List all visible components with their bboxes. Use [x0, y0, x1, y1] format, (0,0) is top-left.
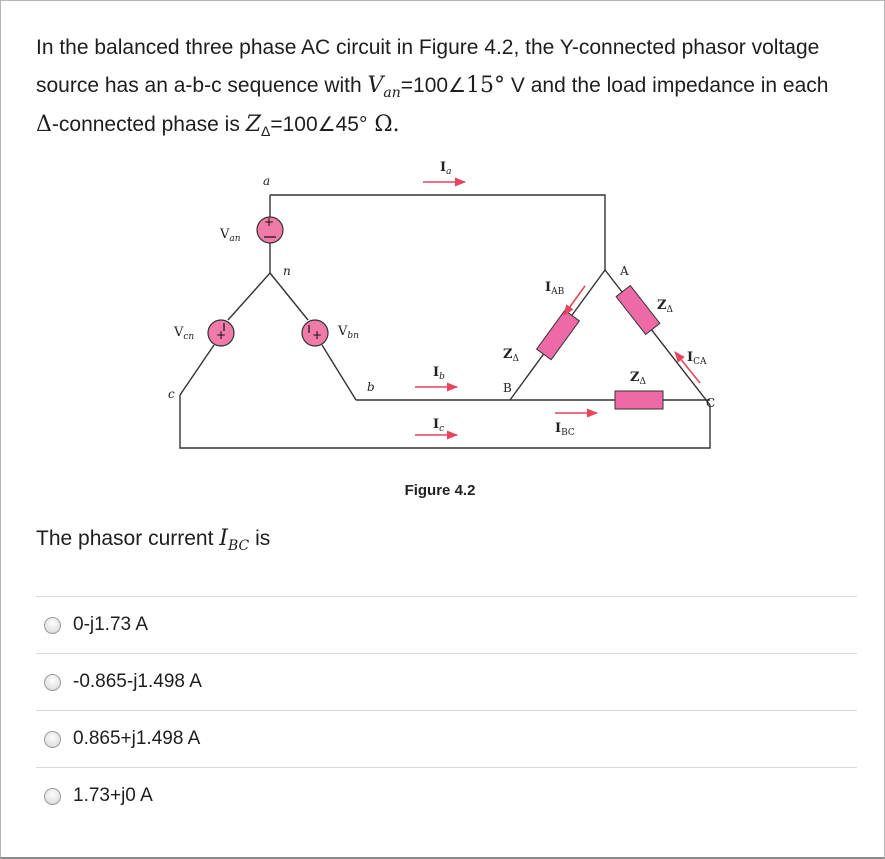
circuit-diagram: [160, 155, 730, 500]
load-z-ca: [616, 286, 660, 335]
circuit-figure: [160, 155, 730, 500]
answer-options: [36, 596, 857, 824]
label-van: $V_{an}$: [220, 227, 241, 244]
answer-option-1[interactable]: [36, 596, 857, 653]
label-node-A: A: [620, 264, 629, 278]
label-node-B: B: [503, 381, 512, 395]
van-angle: 15°: [466, 72, 506, 98]
ibc-subscript: BC: [227, 538, 250, 554]
label-node-b: b: [367, 380, 375, 394]
label-ia: $I_a$: [440, 160, 452, 177]
radio-button[interactable]: [44, 731, 61, 748]
angle-symbol-2: ∠: [317, 112, 336, 136]
label-node-c: c: [168, 387, 175, 401]
label-node-C: C: [706, 396, 716, 410]
question-text: [36, 30, 856, 145]
z-angle: 45°: [335, 113, 368, 136]
load-z-bc: [615, 391, 663, 409]
label-z-ab: $Z_\Delta$: [503, 347, 519, 364]
label-node-a: a: [263, 174, 271, 188]
label-ic: $I_c$: [433, 417, 445, 434]
question-part-2: -connected phase is: [51, 113, 246, 136]
ibc-symbol: I: [219, 526, 228, 551]
answer-option-2[interactable]: [36, 653, 857, 710]
label-z-bc: $Z_\Delta$: [630, 370, 646, 387]
answer-option-4[interactable]: [36, 767, 857, 824]
label-node-n: n: [283, 264, 291, 278]
svg-text:+: +: [312, 328, 323, 342]
radio-button[interactable]: [44, 788, 61, 805]
source-van: [257, 215, 283, 243]
label-vcn: $V_{cn}$: [174, 325, 195, 342]
answer-option-label: -0.865-j1.498 A: [73, 671, 202, 692]
load-z-ab: [537, 310, 580, 359]
answer-option-label: 0.865+j1.498 A: [73, 728, 201, 749]
answer-option-label: 0-j1.73 A: [73, 614, 148, 635]
z-symbol: Z: [245, 112, 261, 137]
label-ib: $I_b$: [433, 365, 445, 382]
svg-text:+: +: [216, 328, 227, 342]
label-ica: $I_{CA}$: [687, 350, 707, 367]
figure-caption: Figure 4.2: [404, 482, 476, 499]
prompt-part-2: is: [249, 527, 271, 550]
label-ibc: $I_{BC}$: [555, 421, 575, 438]
z-value: =100: [270, 113, 318, 136]
angle-symbol: ∠: [448, 72, 467, 97]
question-part-1: In the balanced three phase AC circuit in Figure 4.2, the Y-connected phasor voltage source has an a-b-c sequence with: [36, 36, 820, 97]
prompt-part-1: The phasor current: [36, 527, 220, 550]
van-unit: V and the load impedance in each: [505, 73, 829, 97]
answer-option-label: 1.73+j0 A: [73, 785, 153, 806]
source-vcn: [208, 320, 234, 346]
z-unit: Ω.: [367, 112, 400, 137]
delta-symbol: Δ: [36, 112, 52, 137]
prompt-text: [36, 526, 271, 554]
svg-text:+: +: [264, 215, 275, 229]
van-subscript: an: [383, 84, 401, 101]
van-symbol: V: [367, 72, 384, 98]
label-iab: $I_{AB}$: [545, 280, 565, 297]
radio-button[interactable]: [44, 617, 61, 634]
z-subscript: Δ: [260, 123, 271, 139]
van-value: =100: [400, 73, 449, 97]
source-vbn: [302, 320, 328, 346]
label-z-ca: $Z_\Delta$: [657, 298, 673, 315]
answer-option-3[interactable]: [36, 710, 857, 767]
radio-button[interactable]: [44, 674, 61, 691]
label-vbn: $V_{bn}$: [338, 324, 359, 341]
